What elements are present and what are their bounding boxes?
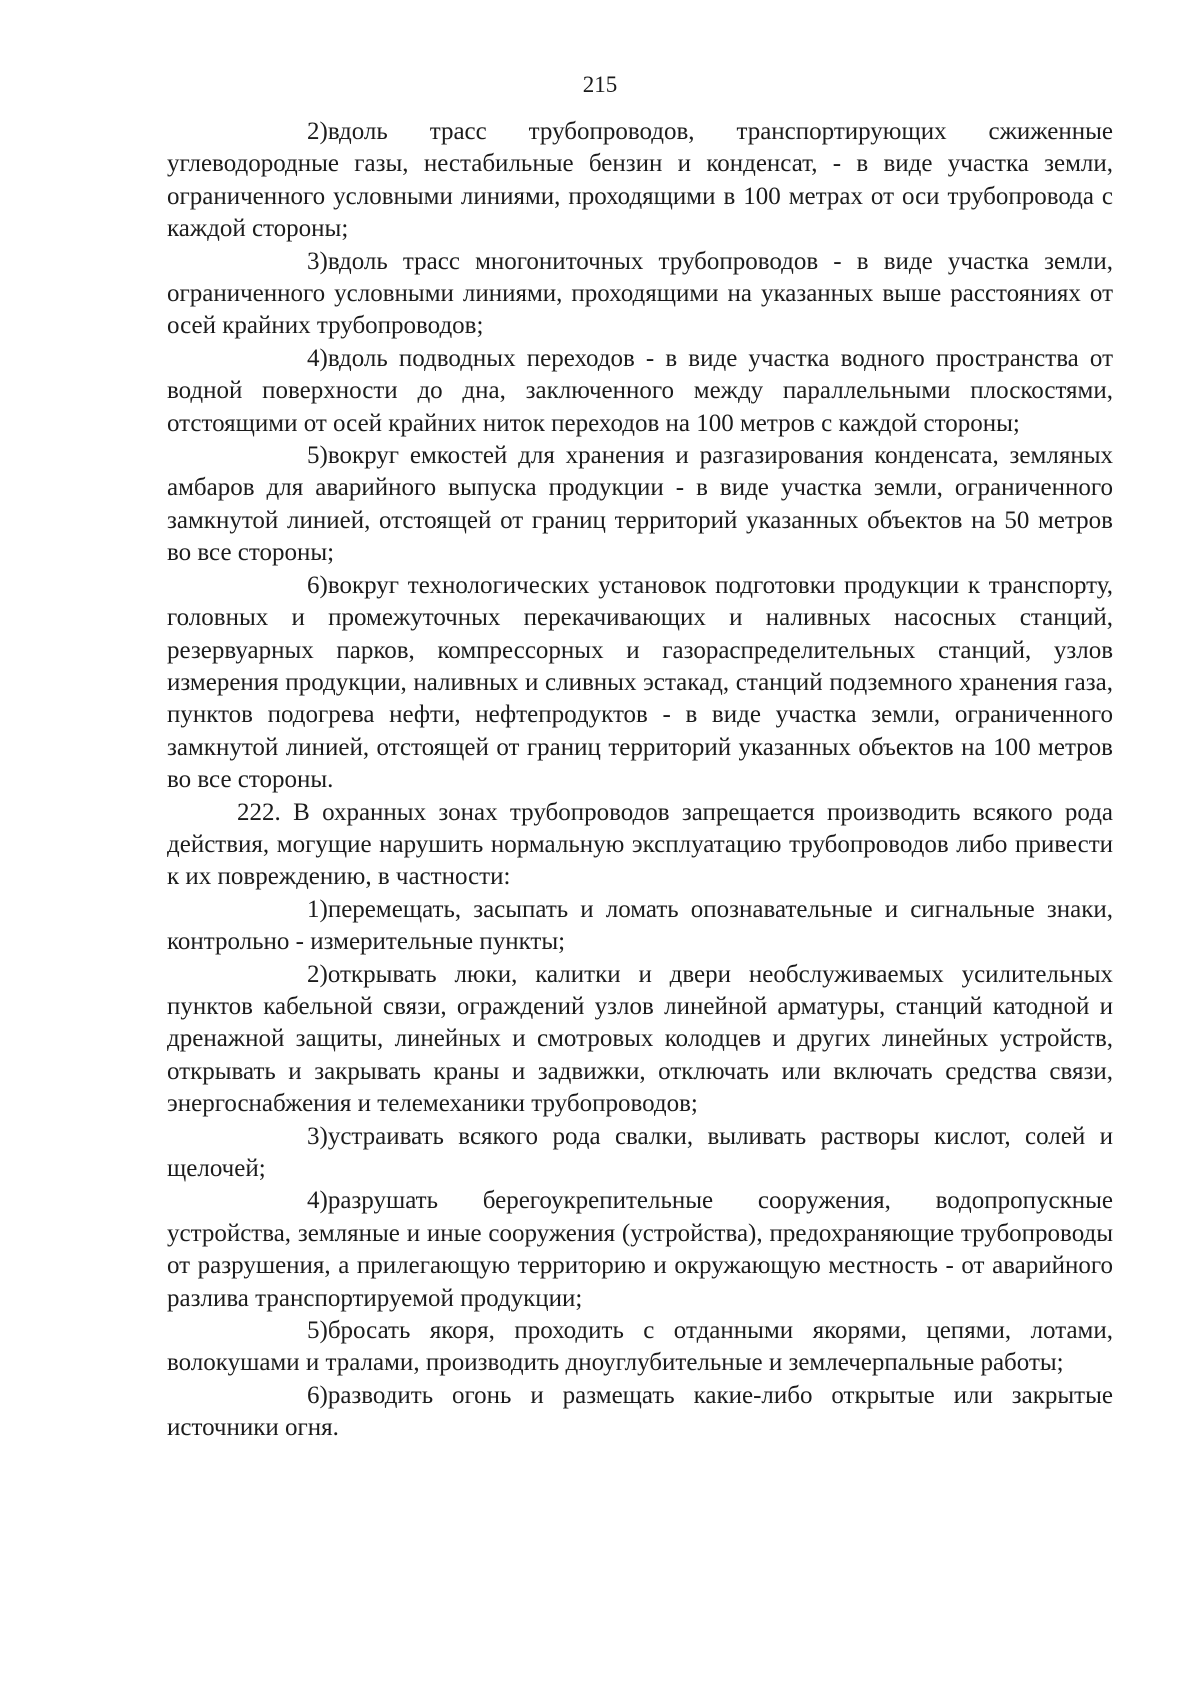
item-text: вдоль трасс трубопроводов, транспортирующих сжиженные углеводородные газы, нестабильные бензин и конденсат, - в виде участка земли, ограниченного условными линиями, проходящими в 100 метрах от оси трубопровода с каждой стороны; <box>167 118 1113 243</box>
list-item <box>167 1185 1113 1315</box>
item-number: 5) <box>307 1317 328 1345</box>
item-number: 4) <box>307 1187 328 1215</box>
item-text: перемещать, засыпать и ломать опознавательные и сигнальные знаки, контрольно - измерительные пункты; <box>167 895 1113 956</box>
item-text: открывать люки, калитки и двери необслуживаемых усилительных пунктов кабельной связи, ограждений узлов линейной арматуры, станций катодной и дренажной защиты, линейных и смотровых колодцев и других линейных устройств, открывать и закрывать краны и задвижки, отключать или включать средства связи, энергоснабжения и телемеханики трубопроводов; <box>167 960 1113 1118</box>
item-number: 4) <box>307 344 328 372</box>
item-text: вокруг емкостей для хранения и разгазирования конденсата, земляных амбаров для аварийного выпуска продукции - в виде участка земли, ограниченного замкнутой линией, отстоящей от границ территорий указанных объектов на 50 метров во все стороны; <box>167 442 1113 567</box>
list-item <box>167 894 1113 959</box>
item-text: вдоль трасс многониточных трубопроводов - в виде участка земли, ограниченного условными линиями, проходящими на указанных выше расстояниях от осей крайних трубопроводов; <box>167 247 1113 340</box>
item-number: 2) <box>307 960 328 988</box>
item-text: бросать якоря, проходить с отданными якорями, цепями, лотами, волокушами и тралами, производить дноуглубительные и землечерпальные работы; <box>167 1317 1113 1377</box>
list-item <box>167 246 1113 343</box>
item-number: 5) <box>307 442 328 470</box>
document-body <box>167 116 1113 1445</box>
list-item <box>167 343 1113 440</box>
item-number: 6) <box>307 1381 328 1409</box>
list-item <box>167 1380 1113 1445</box>
item-number: 6) <box>307 571 328 599</box>
item-text: устраивать всякого рода свалки, выливать растворы кислот, солей и щелочей; <box>167 1122 1113 1182</box>
list-item <box>167 440 1113 570</box>
item-number: 2) <box>307 118 328 145</box>
page-number: 215 <box>582 72 618 97</box>
item-number: 1) <box>307 895 328 923</box>
item-number: 3) <box>307 1122 328 1150</box>
list-item <box>167 116 1113 246</box>
section-paragraph <box>167 797 1113 894</box>
list-item <box>167 1315 1113 1380</box>
section-text: В охранных зонах трубопроводов запрещается производить всякого рода действия, могущие нарушить нормальную эксплуатацию трубопроводов либо привести к их повреждению, в частности: <box>167 798 1114 891</box>
item-text: вокруг технологических установок подготовки продукции к транспорту, головных и промежуточных перекачивающих и наливных насосных станций, резервуарных парков, компрессорных и газораспределительных станций, узлов измерения продукции, наливных и сливных эстакад, станций подземного хранения газа, пунктов подогрева нефти, нефтепродуктов - в виде участка земли, ограниченного замкнутой линией, отстоящей от границ территорий указанных объектов на 100 метров во все стороны. <box>167 571 1113 794</box>
item-text: вдоль подводных переходов - в виде участка водного пространства от водной поверхности до дна, заключенного между параллельными плоскостями, отстоящими от осей крайних ниток переходов на 100 метров с каждой стороны; <box>167 344 1113 437</box>
item-text: разрушать берегоукрепительные сооружения, водопропускные устройства, земляные и иные сооружения (устройства), предохраняющие трубопроводы от разрушения, а прилегающую территорию и окружающую местность - от аварийного разлива транспортируемой продукции; <box>167 1187 1113 1312</box>
list-item <box>167 570 1113 797</box>
list-item <box>167 959 1113 1121</box>
section-number: 222. <box>237 798 281 826</box>
item-number: 3) <box>307 247 328 275</box>
list-item <box>167 1121 1113 1186</box>
item-text: разводить огонь и размещать какие-либо открытые или закрытые источники огня. <box>167 1381 1113 1442</box>
